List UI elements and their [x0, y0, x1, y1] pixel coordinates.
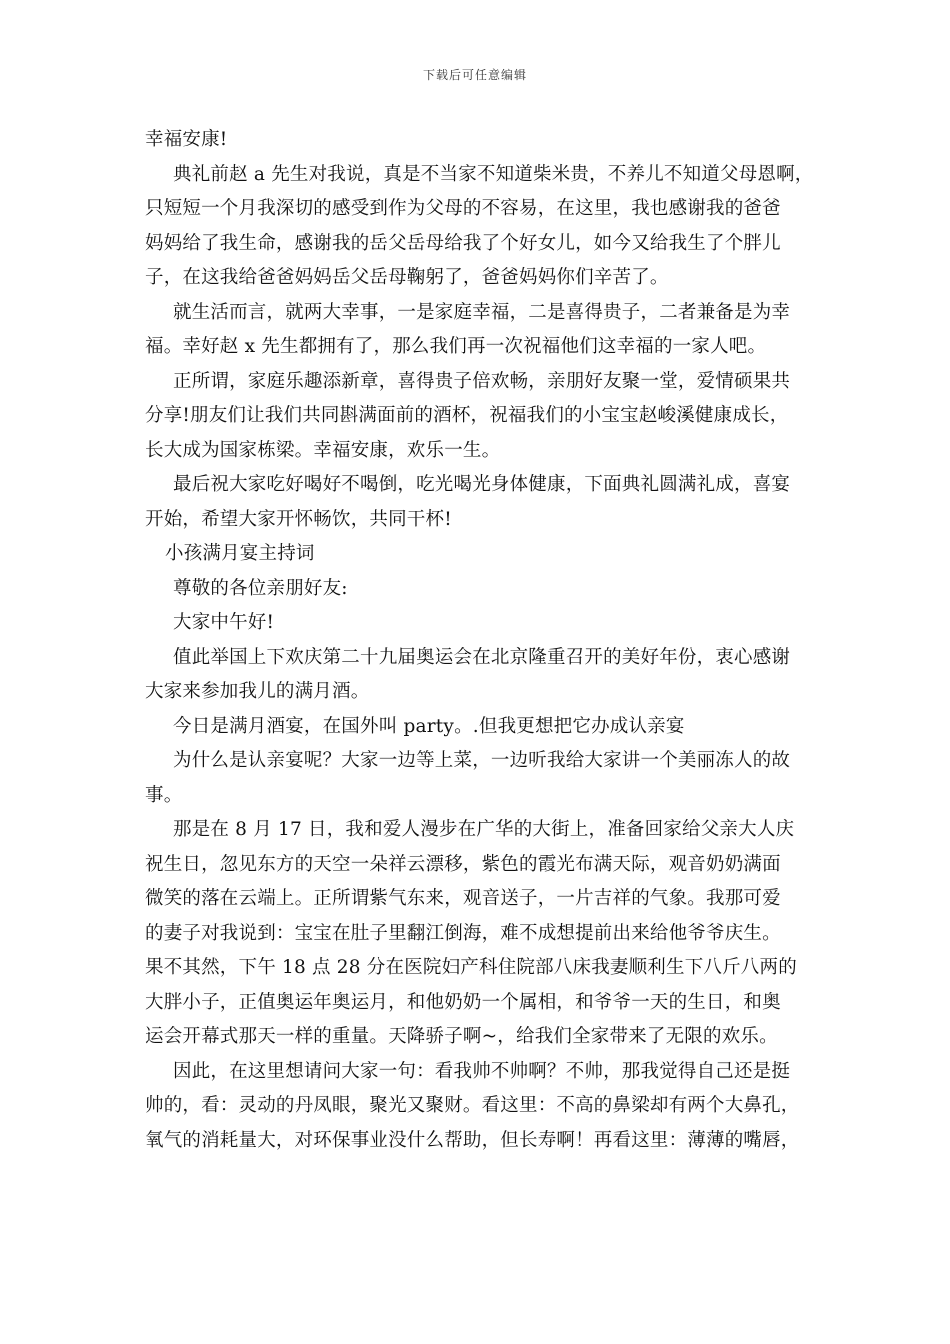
text-line: 氧气的消耗量大，对环保事业没什么帮助，但长寿啊！再看这里：薄薄的嘴唇，	[145, 1129, 800, 1151]
text-line: 最后祝大家吃好喝好不喝倒，吃光喝光身体健康，下面典礼圆满礼成，喜宴	[173, 474, 791, 495]
text-line: 幸福安康!	[145, 129, 228, 150]
text-line: 正所谓，家庭乐趣添新章，喜得贵子倍欢畅，亲朋好友聚一堂，爱情硕果共	[173, 370, 791, 392]
text-line: 因此，在这里想请问大家一句：看我帅不帅啊？不帅，那我觉得自己还是挺	[173, 1060, 791, 1082]
text-line: 长大成为国家栋梁。幸福安康，欢乐一生。	[145, 439, 501, 461]
text-line: 今日是满月酒宴，在国外叫 party。.但我更想把它办成认亲宴	[173, 715, 685, 737]
text-line: 微笑的落在云端上。正所谓紫气东来，观音送子，一片吉祥的气象。我那可爱	[145, 888, 781, 909]
text-line: 大胖小子，正值奥运年奥运月，和他奶奶一个属相，和爷爷一天的生日，和奥	[145, 991, 781, 1013]
text-line: 为什么是认亲宴呢？大家一边等上菜，一边听我给大家讲一个美丽冻人的故	[173, 750, 791, 771]
text-line: 妈妈给了我生命，感谢我的岳父岳母给我了个好女儿，如今又给我生了个胖儿	[145, 232, 781, 254]
text-line: 祝生日，忽见东方的天空一朵祥云漂移，紫色的霞光布满天际，观音奶奶满面	[145, 853, 781, 875]
text-line: 典礼前赵 a 先生对我说，真是不当家不知道柴米贵，不养儿不知道父母恩啊，	[173, 163, 814, 185]
text-line: 大家中午好!	[173, 612, 275, 633]
text-line: 小孩满月宴主持词	[165, 543, 315, 564]
text-line: 事。	[145, 784, 183, 806]
text-line: 大家来参加我儿的满月酒。	[145, 681, 370, 702]
text-line: 开始，希望大家开怀畅饮，共同干杯!	[145, 508, 452, 530]
text-line: 子，在这我给爸爸妈妈岳父岳母鞠躬了，爸爸妈妈你们辛苦了。	[145, 267, 669, 288]
text-line: 的妻子对我说到：宝宝在肚子里翻江倒海，难不成想提前出来给他爷爷庆生。	[145, 922, 781, 944]
text-line: 尊敬的各位亲朋好友:	[173, 577, 348, 599]
document-body	[145, 123, 825, 1158]
text-line: 果不其然，下午 18 点 28 分在医院妇产科住院部八床我妻顺利生下八斤八两的	[145, 957, 797, 978]
text-line: 运会开幕式那天一样的重量。天降骄子啊~，给我们全家带来了无限的欢乐。	[145, 1026, 778, 1047]
text-line: 值此举国上下欢庆第二十九届奥运会在北京隆重召开的美好年份，衷心感谢	[173, 646, 791, 668]
text-line: 只短短一个月我深切的感受到作为父母的不容易，在这里，我也感谢我的爸爸	[145, 198, 781, 219]
text-line: 那是在 8 月 17 日，我和爱人漫步在广华的大街上，准备回家给父亲大人庆	[173, 819, 795, 840]
text-line: 分享!朋友们让我们共同斟满面前的酒杯，祝福我们的小宝宝赵峻溪健康成长，	[145, 405, 789, 426]
text-line: 就生活而言，就两大幸事，一是家庭幸福，二是喜得贵子，二者兼备是为幸	[173, 301, 791, 323]
text-line: 福。幸好赵 x 先生都拥有了，那么我们再一次祝福他们这幸福的一家人吧。	[145, 336, 767, 357]
page-header: 下载后可任意编辑	[422, 68, 527, 82]
text-line: 帅的，看：灵动的丹凤眼，聚光又聚财。看这里：不高的鼻梁却有两个大鼻孔，	[145, 1095, 800, 1116]
